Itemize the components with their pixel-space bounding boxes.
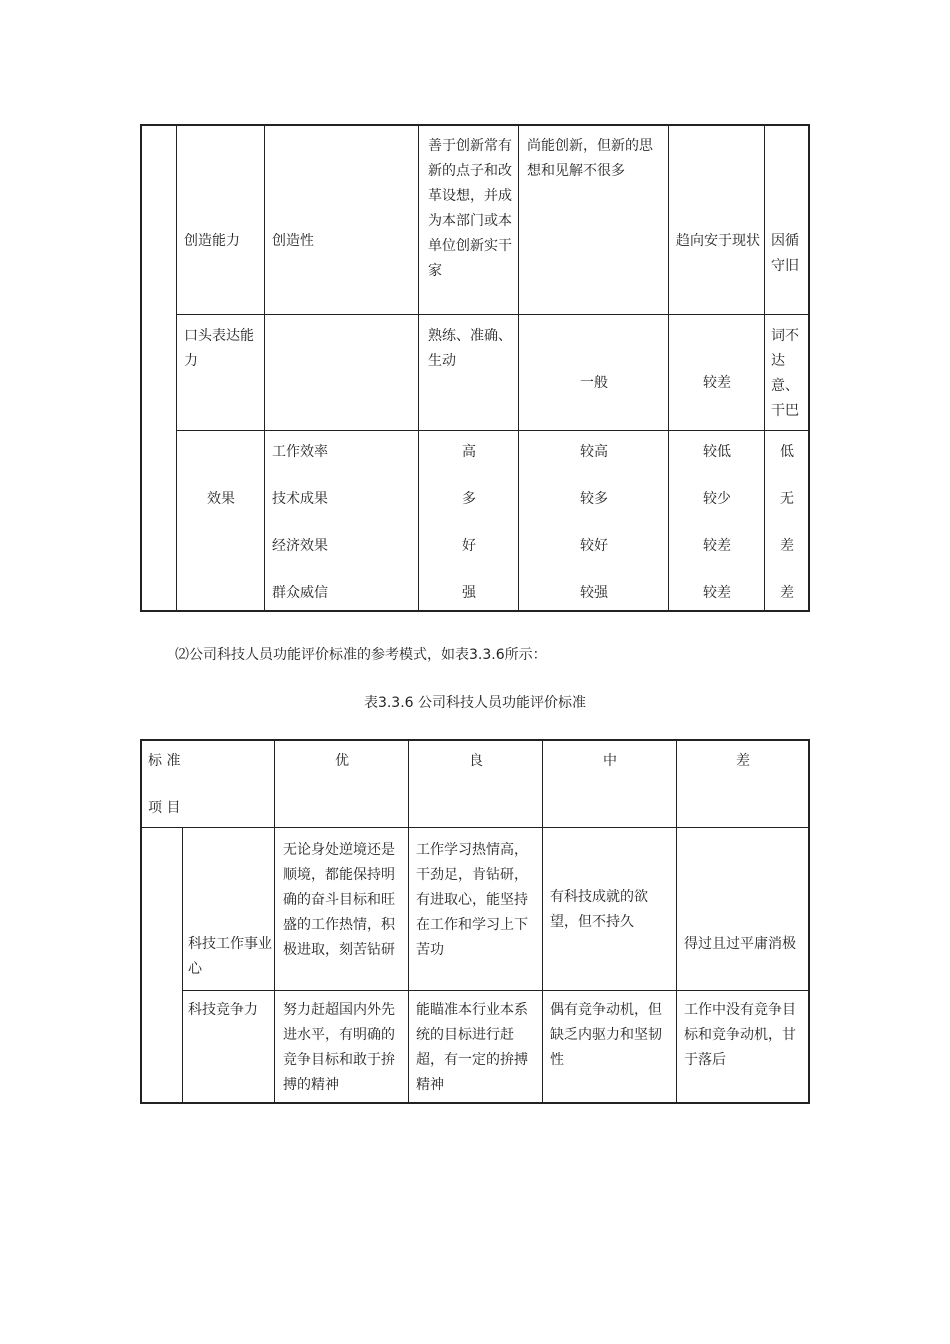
table-1-col-divider <box>668 124 669 612</box>
table-header-good: 良 <box>469 753 483 769</box>
table-cell-sub: 群众威信 <box>272 585 328 601</box>
table-2-border <box>140 739 142 1104</box>
table-cell-fair: 偶有竞争动机，但缺乏内驱力和坚韧性 <box>550 1002 662 1068</box>
table-header-poor: 差 <box>736 753 750 769</box>
table-header-corner-top: 标 准 <box>148 753 181 769</box>
table-1-col-divider <box>418 124 419 612</box>
table-cell-excellent: 好 <box>462 538 476 554</box>
table-cell-fair: 较低 <box>703 444 731 460</box>
table-header-corner-bottom: 项 目 <box>148 800 181 816</box>
table-cell-fair: 较差 <box>703 375 731 391</box>
table-cell-item: 口头表达能力 <box>184 328 254 369</box>
table-cell-sub: 工作效率 <box>272 444 328 460</box>
intro-paragraph: ⑵公司科技人员功能评价标准的参考模式，如表3.3.6所示： <box>175 647 547 663</box>
table-1-border <box>140 124 142 612</box>
table-1-row-divider <box>176 430 810 431</box>
table-2-bottom-border <box>140 1102 810 1104</box>
table-2-col-divider <box>408 739 409 1104</box>
table-1-col-divider <box>264 124 265 612</box>
table-2-col-divider <box>274 739 275 1104</box>
table-cell-item: 科技工作事业心 <box>188 936 272 977</box>
table-cell-poor: 低 <box>780 444 794 460</box>
table-cell-sub: 创造性 <box>272 233 314 249</box>
table-1-col-divider <box>518 124 519 612</box>
table-cell-excellent: 高 <box>462 444 476 460</box>
table-1-col-divider <box>764 124 765 612</box>
table-cell-item: 创造能力 <box>184 233 240 249</box>
table-cell-fair: 有科技成就的欲望，但不持久 <box>550 889 648 930</box>
table-cell-excellent: 多 <box>462 491 476 507</box>
table-cell-good: 一般 <box>580 375 608 391</box>
table-cell-poor: 因循守旧 <box>771 233 799 274</box>
table-1-border <box>808 124 810 612</box>
table-cell-fair: 较差 <box>703 538 731 554</box>
table-cell-excellent: 强 <box>462 585 476 601</box>
table-cell-poor: 工作中没有竞争目标和竞争动机，甘于落后 <box>684 1002 796 1068</box>
table-1-bottom-border <box>140 610 810 612</box>
table-cell-good: 较高 <box>580 444 608 460</box>
table-cell-poor: 得过且过平庸消极 <box>684 936 796 952</box>
table-2-row-divider <box>182 990 810 991</box>
table-cell-excellent: 无论身处逆境还是顺境，都能保持明确的奋斗目标和旺盛的工作热情，积极进取，刻苦钻研 <box>283 842 395 958</box>
table-2-header-divider <box>140 827 810 828</box>
table-cell-good: 较好 <box>580 538 608 554</box>
table-cell-item: 效果 <box>207 491 235 507</box>
table-2-col-divider <box>676 739 677 1104</box>
table-header-fair: 中 <box>603 753 617 769</box>
table-cell-good: 较强 <box>580 585 608 601</box>
table-cell-excellent: 熟练、准确、生动 <box>428 328 512 369</box>
table-header-excellent: 优 <box>335 753 349 769</box>
table-cell-excellent: 善于创新常有新的点子和改革设想，并成为本部门或本单位创新实干家 <box>428 138 512 279</box>
table-cell-sub: 技术成果 <box>272 491 328 507</box>
table-cell-poor: 差 <box>780 585 794 601</box>
table-1-top-border <box>140 124 810 126</box>
table-cell-poor: 词不达意、干巴 <box>771 328 799 419</box>
table-caption: 表3.3.6 公司科技人员功能评价标准 <box>363 695 587 711</box>
table-cell-poor: 差 <box>780 538 794 554</box>
table-cell-item: 科技竞争力 <box>188 1002 258 1018</box>
table-cell-sub: 经济效果 <box>272 538 328 554</box>
table-cell-excellent: 努力赶超国内外先进水平，有明确的竞争目标和敢于拚搏的精神 <box>283 1002 395 1093</box>
table-2-col-divider <box>542 739 543 1104</box>
table-cell-good: 尚能创新，但新的思想和见解不很多 <box>527 138 653 179</box>
table-1-row-divider <box>176 314 810 315</box>
table-2-col-divider <box>182 828 183 1104</box>
table-1-col-divider <box>176 124 177 612</box>
table-cell-good: 能瞄准本行业本系统的目标进行赶超，有一定的拚搏精神 <box>416 1002 528 1093</box>
table-cell-fair: 较少 <box>703 491 731 507</box>
table-2-top-border <box>140 739 810 741</box>
table-cell-good: 较多 <box>580 491 608 507</box>
table-2-border <box>808 739 810 1104</box>
table-cell-fair: 趋向安于现状 <box>676 233 760 249</box>
table-cell-good: 工作学习热情高，干劲足，肯钻研，有进取心，能坚持在工作和学习上下苦功 <box>416 842 528 958</box>
table-cell-poor: 无 <box>780 491 794 507</box>
table-cell-fair: 较差 <box>703 585 731 601</box>
